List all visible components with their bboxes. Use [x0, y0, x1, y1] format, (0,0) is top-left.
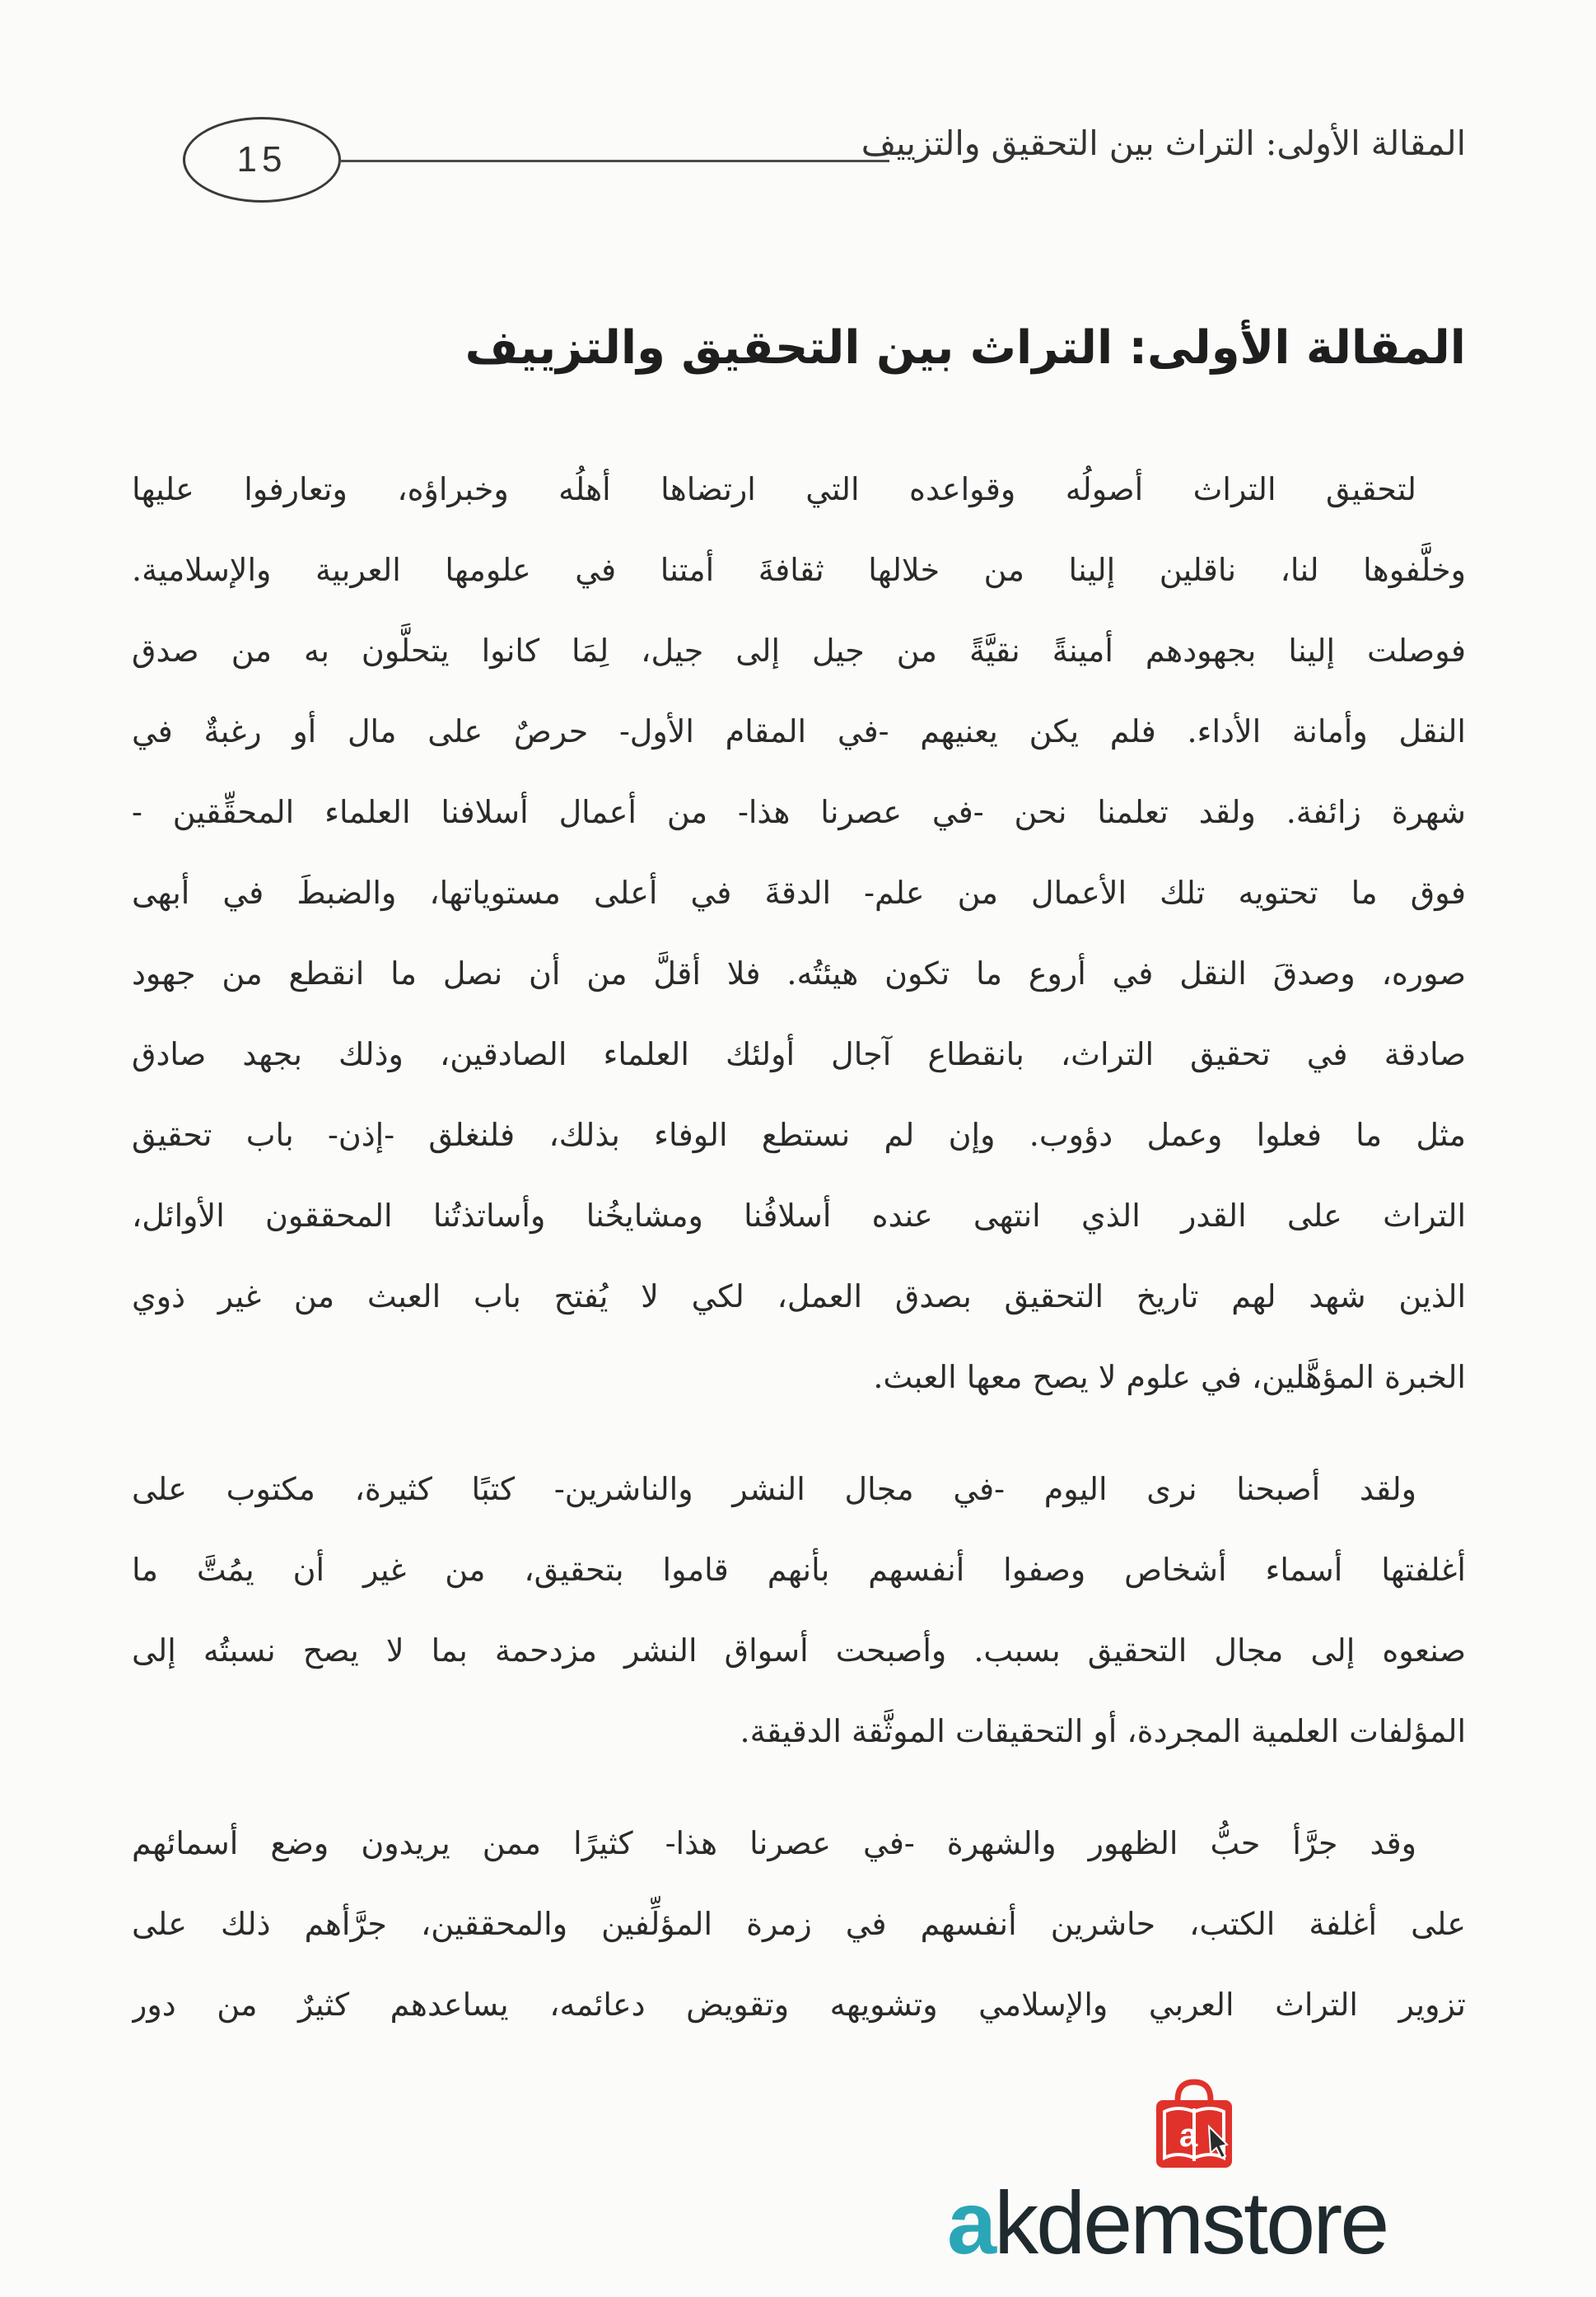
- text-line: فوق ما تحتويه تلك الأعمال من علم- الدقةَ في أعلى مستوياتها، والضبطَ في أبهى: [132, 875, 1466, 911]
- header-rule: [339, 160, 889, 162]
- running-title: المقالة الأولى: التراث بين التحقيق والتزييف: [861, 124, 1466, 163]
- bag-letter: a: [1179, 2117, 1198, 2154]
- text-line: لتحقيق التراث أصولُه وقواعده التي ارتضاها أهلُه وخبراؤه، وتعارفوا عليها: [132, 471, 1416, 507]
- text-line: الذين شهد لهم تاريخ التحقيق بصدق العمل، لكي لا يُفتح باب العبث من غير ذوي: [132, 1278, 1466, 1314]
- text-line: على أغلفة الكتب، حاشرين أنفسهم في زمرة المؤلِّفين والمحققين، جرَّأهم ذلك على: [132, 1906, 1466, 1942]
- text-line: شهرة زائفة. ولقد تعلمنا نحن -في عصرنا هذا- من أعمال أسلافنا العلماء المحقِّقين -: [132, 794, 1466, 830]
- text-line: فوصلت إلينا بجهودهم أمينةً نقيَّةً من جيل إلى جيل، لِمَا كانوا يتحلَّون به من صدق: [132, 633, 1466, 669]
- page-number: 15: [183, 117, 341, 203]
- paragraph-3: [132, 1803, 1466, 2045]
- text-line: التراث على القدر الذي انتهى عنده أسلافُنا ومشايخُنا وأساتذتُنا المحققون الأوائل،: [132, 1198, 1466, 1234]
- text-line: صنعوه إلى مجال التحقيق بسبب. وأصبحت أسواق النشر مزدحمة بما لا يصح نسبتُه إلى: [132, 1632, 1466, 1669]
- text-line: صادقة في تحقيق التراث، بانقطاع آجال أولئك العلماء الصادقين، وذلك بجهد صادق: [132, 1036, 1466, 1072]
- brand-prefix: a: [947, 2173, 995, 2272]
- text-line: تزوير التراث العربي والإسلامي وتشويهه وتقويض دعائمه، يساعدهم كثيرٌ من دور: [132, 1987, 1466, 2023]
- paragraph-2: [132, 1449, 1466, 1772]
- text-line: صوره، وصدقَ النقل في أروع ما تكون هيئتُه. فلا أقلَّ من أن نصل ما انقطع من جهود: [132, 955, 1466, 992]
- paragraph-1: [132, 449, 1466, 1417]
- watermark-logo: [947, 2075, 1474, 2273]
- brand-suffix: kdemstore: [994, 2173, 1388, 2272]
- text-line: وقد جرَّأ حبُّ الظهور والشهرة -في عصرنا هذا- كثيرًا ممن يريدون وضع أسمائهم: [132, 1825, 1416, 1861]
- body-text: [132, 449, 1466, 2045]
- text-line: مثل ما فعلوا وعمل دؤوب. وإن لم نستطع الوفاء بذلك، فلنغلق -إذن- باب تحقيق: [132, 1117, 1466, 1153]
- text-line: المؤلفات العلمية المجردة، أو التحقيقات الموثَّقة الدقيقة.: [740, 1713, 1466, 1749]
- text-line: وخلَّفوها لنا، ناقلين إلينا من خلالها ثقافةَ أمتنا في علومها العربية والإسلامية.: [132, 552, 1466, 588]
- text-line: الخبرة المؤهَّلين، في علوم لا يصح معها العبث.: [873, 1359, 1466, 1395]
- chapter-title: المقالة الأولى: التراث بين التحقيق والتزييف: [464, 321, 1466, 375]
- text-line: أغلفتها أسماء أشخاص وصفوا أنفسهم بأنهم قاموا بتحقيق، من غير أن يمُتَّ ما: [132, 1552, 1466, 1588]
- paragraph-gap: [132, 1772, 1466, 1803]
- paragraph-gap: [132, 1417, 1466, 1449]
- shopping-bag-icon: [1145, 2075, 1244, 2174]
- text-line: النقل وأمانة الأداء. فلم يكن يعنيهم -في المقام الأول- حرصٌ على مال أو رغبةٌ في: [132, 713, 1466, 749]
- brand-wordmark: [947, 2173, 1474, 2272]
- running-header: [183, 117, 1466, 206]
- text-line: ولقد أصبحنا نرى اليوم -في مجال النشر والناشرين- كتبًا كثيرة، مكتوب على: [132, 1471, 1416, 1507]
